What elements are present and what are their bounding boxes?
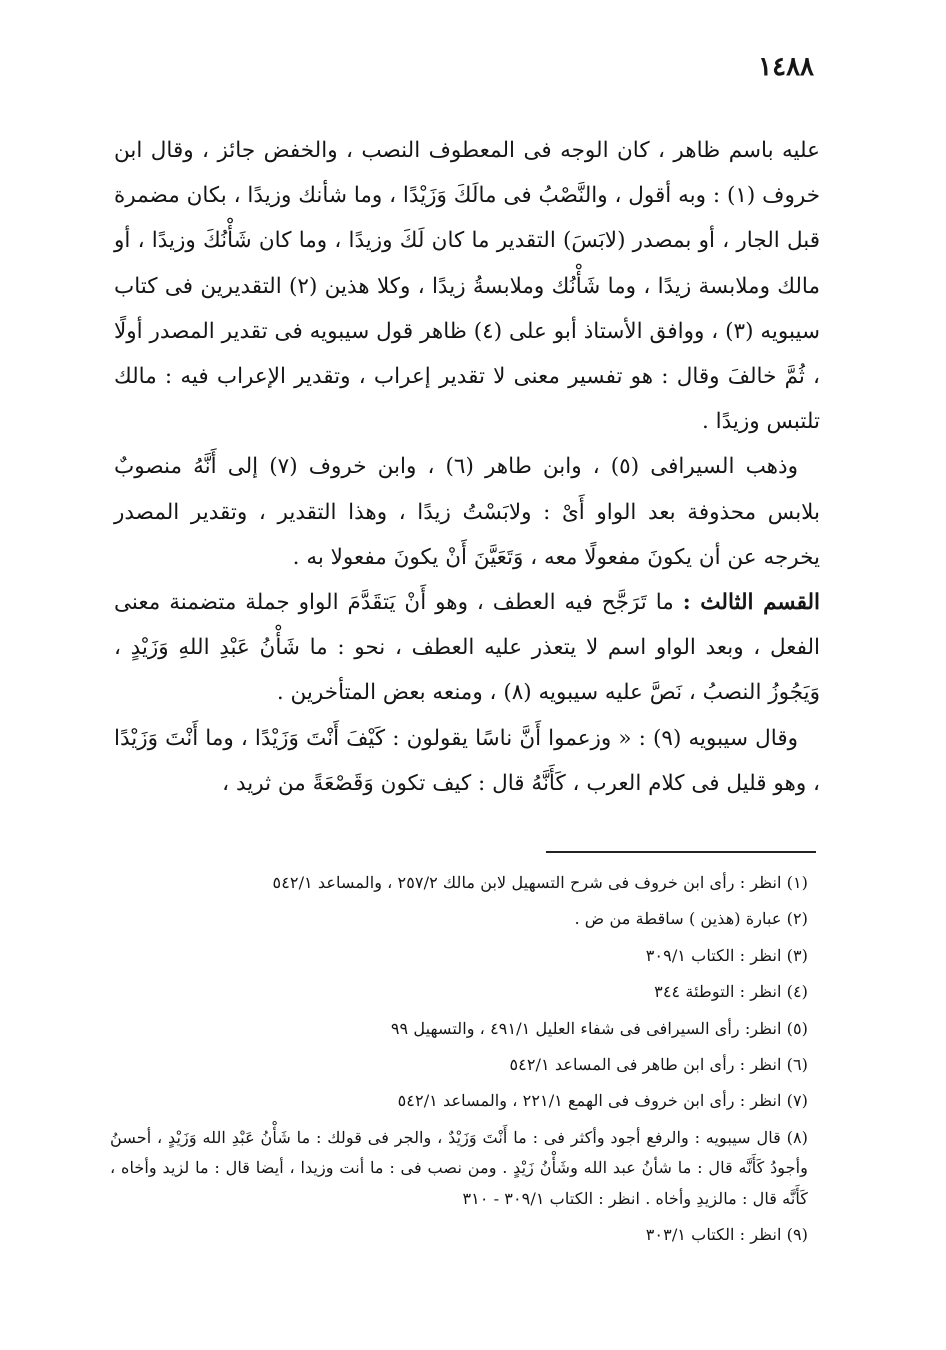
footnote-3: (٣) انظر : الكتاب ٣٠٩/١ — [645, 945, 808, 965]
main-text — [114, 128, 820, 806]
paragraph-1: عليه باسم ظاهر ، كان الوجه فى المعطوف النصب ، والخفض جائز ، وقال ابن خروف (١) : وبه أقول ، والنَّصْبُ فى مالَكَ وَزَيْدًا ، وما شأنك وزيدًا ، بكان مضمرة قبل الجار ، أو بمصدر (لابَسَ) التقدير ما كان لَكَ وزيدًا ، وما كان شَأْنُكَ وزيدًا ، أو مالك وملابسة زيدًا ، وما شَأْنُك وملابسةُ زيدًا ، وكلا هذين (٢) التقديرين فى كتاب سيبويه (٣) ، ووافق الأستاذ أبو على (٤) ظاهر قول سيبويه فى تقدير المصدر أولًا ، ثُمَّ خالفَ وقال : هو تفسير معنى لا تقدير إعراب ، وتقدير الإعراب فيه : مالك تلتبس وزيدًا . — [114, 138, 820, 435]
page-number: ١٤٨٨ — [758, 52, 814, 82]
footnote-6: (٦) انظر : رأى ابن طاهر فى المساعد ٥٤٢/١ — [509, 1055, 808, 1075]
footnote-8: (٨) قال سيبويه : والرفع أجود وأكثر فى : ما أَنْتَ وَزَيْدٌ ، والجر فى قولك : ما شَأْنُ عَبْدِ الله وَزَيْدٍ ، أحسنُ وأجودُ كَأَنَّه قال : ما شأنُ عبد الله وشَأْنُ زَيْدٍ . ومن نصب فى : ما أنت وزيدا ، أيضا قال : ما لزيد وأخاه ، كَأَنَّه قال : مالزيدِ وأخاه . انظر : الكتاب ٣٠٩/١ - ٣١٠ — [110, 1127, 808, 1208]
footnotes — [110, 868, 820, 1256]
footnote-separator — [546, 851, 816, 853]
footnote-4: (٤) انظر : التوطئة ٣٤٤ — [654, 982, 808, 1002]
footnote-5: (٥) انظر: رأى السيرافى فى شفاء العليل ٤٩١/١ ، والتسهيل ٩٩ — [390, 1018, 808, 1038]
paragraph-4: وقال سيبويه (٩) : « وزعموا أَنَّ ناسًا يقولون : كَيْفَ أَنْتَ وَزَيْدًا ، وما أَنْتَ وَزَيْدًا ، وهو قليل فى كلام العرب ، كَأَنَّهُ قال : كيف تكون وَقَصْعَةً من ثريد ، — [114, 725, 820, 796]
paragraph-3-text: ما تَرَجَّح فيه العطف ، وهو أَنْ يَتقَدَّمَ الواو جملة متضمنة معنى الفعل ، وبعد الواو اسم لا يتعذر عليه العطف ، نحو : ما شَأْنُ عَبْدِ اللهِ وَزَيْدٍ ، وَيَجُوزُ النصبُ ، نَصَّ عليه سيبويه (٨) ، ومنعه بعض المتأخرين . — [114, 590, 820, 706]
footnote-2: (٢) عبارة (هذين ) ساقطة من ض . — [574, 909, 808, 929]
footnote-1: (١) انظر : رأى ابن خروف فى شرح التسهيل لابن مالك ٢٥٧/٢ ، والمساعد ٥٤٢/١ — [272, 873, 808, 892]
section-heading: القسم الثالث : — [682, 590, 820, 616]
footnote-9: (٩) انظر : الكتاب ٣٠٣/١ — [645, 1225, 808, 1245]
paragraph-3 — [114, 580, 820, 716]
footnote-7: (٧) انظر : رأى ابن خروف فى الهمع ٢٢١/١ ، والمساعد ٥٤٢/١ — [397, 1091, 808, 1111]
paragraph-2: وذهب السيرافى (٥) ، وابن طاهر (٦) ، وابن خروف (٧) إلى أَنَّهُ منصوبٌ بلابس محذوفة بعد الواو أَىْ : ولابَسْتُ زيدًا ، وهذا التقدير ، وتقدير المصدر يخرجه عن أن يكونَ مفعولًا معه ، وَتَعَيَّنَ أَنْ يكونَ مفعولا به . — [114, 454, 820, 570]
